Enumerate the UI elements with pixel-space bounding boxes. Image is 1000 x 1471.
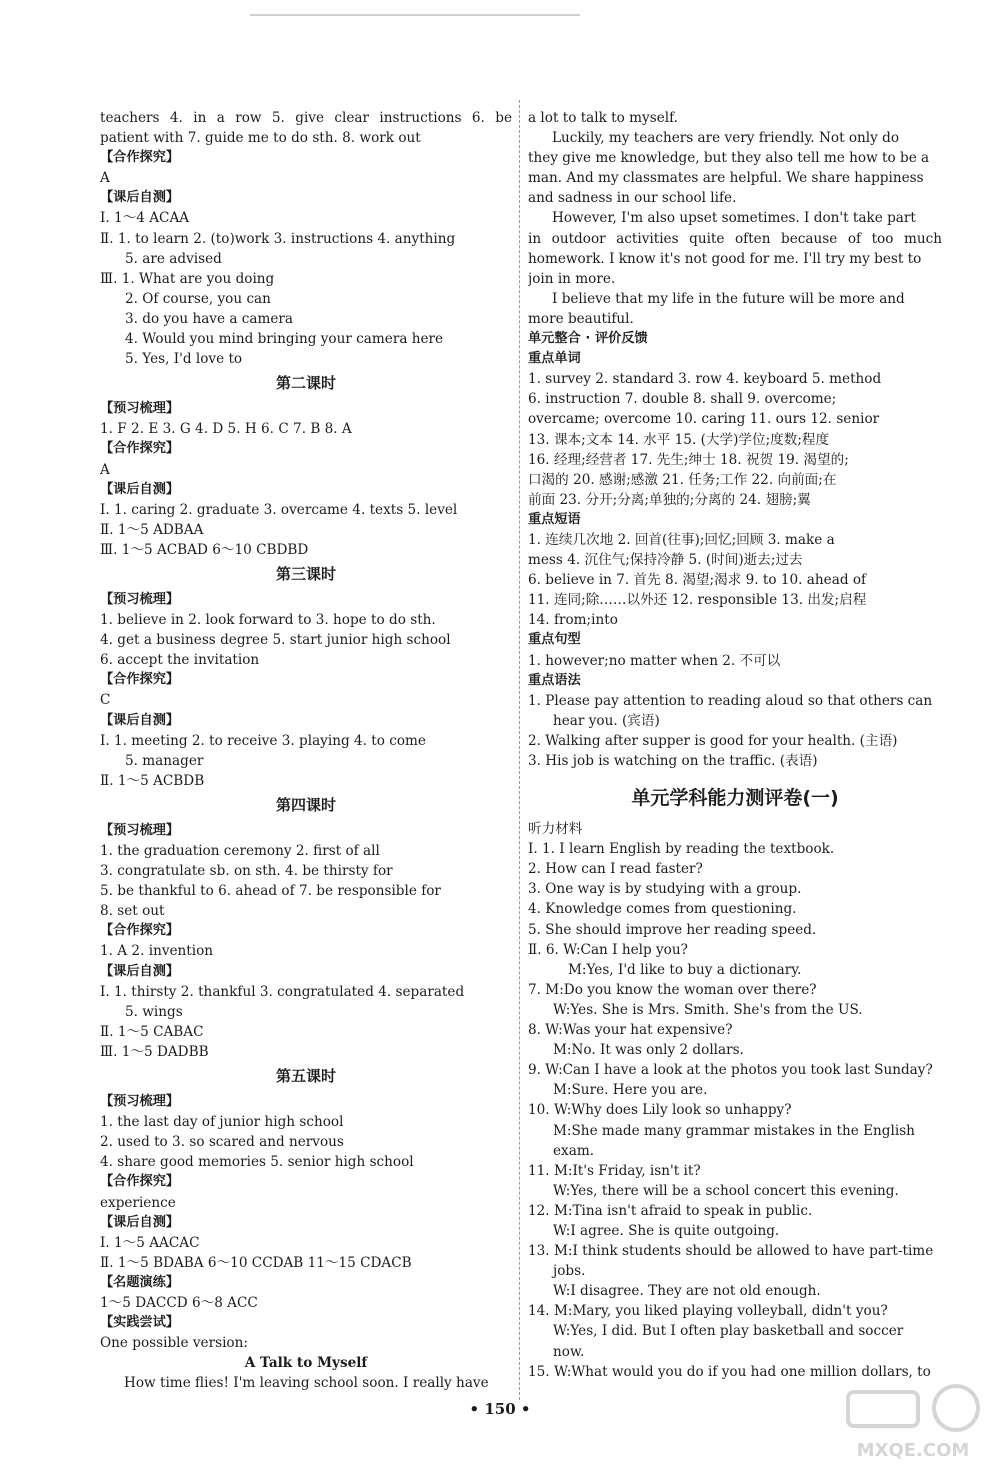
- section-heading: 【预习梳理】: [100, 822, 180, 838]
- right-column: [528, 108, 942, 1382]
- text-line: Ⅱ. 1～5 CABAC: [100, 1023, 204, 1040]
- text-line: How time flies! I'm leaving school soon. I really have: [124, 1375, 489, 1392]
- text-line: Ⅰ. 1. I learn English by reading the textbook.: [528, 841, 835, 858]
- text-line: 1. the last day of junior high school: [100, 1114, 344, 1131]
- text-line: more beautiful.: [528, 310, 634, 327]
- section-heading: 【合作探究】: [100, 441, 180, 457]
- text-line: 5. manager: [125, 752, 204, 769]
- text-line: W:Yes, there will be a school concert this evening.: [553, 1182, 899, 1199]
- left-column: [100, 108, 512, 1393]
- text-line: 6. instruction 7. double 8. shall 9. overcome;: [528, 391, 837, 408]
- section-heading: 重点语法: [528, 672, 581, 688]
- text-line: patient with 7. guide me to do sth. 8. work out: [100, 130, 421, 147]
- text-line: 5. She should improve her reading speed.: [528, 921, 817, 938]
- text-line: Ⅲ. 1～5 DADBB: [100, 1043, 209, 1060]
- test-paper-title: 单元学科能力测评卷(一): [631, 787, 839, 810]
- text-line: 1. the graduation ceremony 2. first of all: [100, 843, 380, 859]
- text-line: Ⅱ. 1～5 ACBDB: [100, 772, 205, 789]
- text-line: Ⅰ. 1. thirsty 2. thankful 3. congratulated 4. separated: [100, 983, 465, 1000]
- text-line: 2. used to 3. so scared and nervous: [100, 1134, 344, 1151]
- text-line: 1. A 2. invention: [100, 943, 214, 960]
- text-line: 5. Yes, I'd love to: [125, 351, 243, 368]
- text-line: Ⅱ. 1. to learn 2. (to)work 3. instructions 4. anything: [100, 230, 456, 247]
- text-line: 5. be thankful to 6. ahead of 7. be responsible for: [100, 883, 441, 900]
- text-line: 3. congratulate sb. on sth. 4. be thirsty for: [100, 863, 393, 880]
- text-line: 14. M:Mary, you liked playing volleyball, didn't you?: [528, 1303, 888, 1320]
- text-line: Ⅰ. 1. meeting 2. to receive 3. playing 4. to come: [100, 732, 426, 749]
- text-line: 10. W:Why does Lily look so unhappy?: [528, 1102, 792, 1119]
- text-line: 16. 经理;经营者 17. 先生;绅士 18. 祝贺 19. 渴望的;: [528, 451, 849, 468]
- text-line: 5. wings: [125, 1003, 183, 1020]
- watermark-text: MXQE.COM: [856, 1440, 970, 1461]
- text-line: join in more.: [528, 270, 616, 287]
- text-line: 口渴的 20. 感谢;感激 21. 任务;工作 22. 向前面;在: [528, 471, 837, 488]
- top-rule: [250, 14, 580, 16]
- text-line: Ⅰ. 1～4 ACAA: [100, 210, 190, 227]
- page-number: • 150 •: [469, 1400, 531, 1418]
- text-line: Ⅱ. 6. W:Can I help you?: [528, 941, 688, 958]
- text-line: M:Yes, I'd like to buy a dictionary.: [568, 961, 802, 978]
- text-line: 2. Of course, you can: [125, 290, 271, 307]
- text-line: W:Yes, I did. But I often play basketball and soccer: [553, 1323, 904, 1340]
- text-line: Ⅲ. 1～5 ACBAD 6～10 CBDBD: [100, 541, 309, 558]
- text-line: homework. I know it's not good for me. I'll try my best to: [528, 250, 922, 267]
- text-line: A: [100, 170, 110, 187]
- text-line: mess 4. 沉住气;保持冷静 5. (时间)逝去;过去: [528, 552, 803, 569]
- text-line: 11. 连同;除……以外还 12. responsible 13. 出发;启程: [528, 592, 867, 609]
- text-line: now.: [553, 1343, 585, 1360]
- text-line: I believe that my life in the future will be more and: [552, 290, 905, 307]
- text-line: 4. share good memories 5. senior high school: [100, 1154, 414, 1171]
- text-line: 11. M:It's Friday, isn't it?: [528, 1162, 701, 1179]
- text-line: 前面 23. 分开;分离;单独的;分离的 24. 翅膀;翼: [528, 491, 811, 508]
- section-heading: 【合作探究】: [100, 672, 180, 688]
- text-line: 3. One way is by studying with a group.: [528, 881, 802, 898]
- text-line: 4. get a business degree 5. start junior high school: [100, 632, 451, 649]
- section-heading: 【合作探究】: [100, 1174, 180, 1190]
- text-line: W:I disagree. They are not old enough.: [553, 1283, 821, 1300]
- text-line: 9. W:Can I have a look at the photos you took last Sunday?: [528, 1062, 933, 1079]
- text-line: 5. are advised: [125, 250, 222, 267]
- text-line: 6. accept the invitation: [100, 652, 260, 669]
- section-heading: 重点句型: [528, 632, 581, 648]
- section-heading: 重点单词: [528, 351, 581, 367]
- composition-title: A Talk to Myself: [244, 1355, 368, 1372]
- section-heading: 【课后自测】: [100, 712, 180, 728]
- text-line: teachers 4. in a row 5. give clear instructions 6. be: [100, 110, 512, 126]
- text-line: One possible version:: [100, 1335, 248, 1352]
- text-line: overcame; overcome 10. caring 11. ours 12. senior: [528, 411, 880, 428]
- section-heading: 【实践尝试】: [100, 1315, 180, 1331]
- listening-material-section: [528, 819, 942, 1382]
- text-line: 4. Would you mind bringing your camera here: [125, 331, 444, 348]
- text-line: 1. 连续几次地 2. 回首(往事);回忆;回顾 3. make a: [528, 531, 835, 548]
- section-heading: 【课后自测】: [100, 190, 180, 206]
- watermark-logo: [838, 1378, 988, 1463]
- text-line: 听力材料: [528, 821, 583, 838]
- text-line: 3. His job is watching on the traffic. (表语): [528, 753, 818, 769]
- text-line: 3. do you have a camera: [125, 310, 294, 327]
- text-line: a lot to talk to myself.: [528, 110, 678, 126]
- unit-review-section: [528, 108, 942, 771]
- text-line: 1. however;no matter when 2. 不可以: [528, 652, 781, 669]
- text-line: Ⅰ. 1. caring 2. graduate 3. overcame 4. texts 5. level: [100, 501, 458, 518]
- text-line: 1～5 DACCD 6～8 ACC: [100, 1294, 258, 1311]
- lesson-heading: 第三课时: [275, 564, 336, 583]
- text-line: 7. M:Do you know the woman over there?: [528, 981, 817, 998]
- section-heading: 重点短语: [528, 511, 581, 527]
- text-line: 6. believe in 7. 首先 8. 渴望;渴求 9. to 10. ahead of: [528, 572, 867, 589]
- text-line: Ⅱ. 1～5 ADBAA: [100, 521, 204, 538]
- text-line: A: [100, 461, 110, 478]
- section-heading: 【名题演练】: [100, 1274, 180, 1290]
- text-line: W:I agree. She is quite outgoing.: [553, 1222, 780, 1239]
- text-line: C: [100, 692, 111, 709]
- text-line: Ⅱ. 1～5 BDABA 6～10 CCDAB 11～15 CDACB: [100, 1254, 412, 1271]
- section-heading: 【预习梳理】: [100, 401, 180, 417]
- section-heading: 【课后自测】: [100, 963, 180, 979]
- lesson-heading: 第五课时: [275, 1067, 336, 1086]
- section-heading: 【预习梳理】: [100, 1094, 180, 1110]
- text-line: experience: [100, 1194, 176, 1211]
- text-line: 8. W:Was your hat expensive?: [528, 1022, 733, 1039]
- text-line: W:Yes. She is Mrs. Smith. She's from the US.: [553, 1001, 863, 1018]
- text-line: exam.: [553, 1142, 595, 1159]
- text-line: jobs.: [553, 1263, 586, 1280]
- text-line: 1. believe in 2. look forward to 3. hope to do sth.: [100, 612, 436, 629]
- section-heading: 【合作探究】: [100, 150, 180, 166]
- text-line: 1. Please pay attention to reading aloud so that others can: [528, 692, 933, 709]
- section-heading: 【课后自测】: [100, 481, 180, 497]
- text-line: in outdoor activities quite often because of too much: [528, 230, 942, 247]
- text-line: Luckily, my teachers are very friendly. Not only do: [552, 130, 900, 147]
- lesson-heading: 第二课时: [275, 374, 336, 393]
- lesson-heading: 第四课时: [275, 795, 336, 814]
- text-line: M:Sure. Here you are.: [553, 1082, 708, 1099]
- text-line: 1. survey 2. standard 3. row 4. keyboard 5. method: [528, 371, 882, 388]
- text-line: 14. from;into: [528, 612, 618, 629]
- text-line: M:She made many grammar mistakes in the English: [553, 1122, 915, 1139]
- text-line: M:No. It was only 2 dollars.: [553, 1042, 744, 1059]
- section-heading: 【预习梳理】: [100, 591, 180, 607]
- text-line: Ⅰ. 1～5 AACAC: [100, 1234, 200, 1251]
- text-line: 13. 课本;文本 14. 水平 15. (大学)学位;度数;程度: [528, 431, 830, 448]
- column-divider: [519, 100, 520, 1400]
- section-heading: 【课后自测】: [100, 1214, 180, 1230]
- text-line: 15. W:What would you do if you had one million dollars, to: [528, 1363, 931, 1380]
- text-line: 1. F 2. E 3. G 4. D 5. H 6. C 7. B 8. A: [100, 421, 352, 438]
- text-line: 2. Walking after supper is good for your health. (主语): [528, 732, 898, 749]
- text-line: 12. M:Tina isn't afraid to speak in public.: [528, 1202, 813, 1219]
- text-line: 8. set out: [100, 903, 165, 920]
- section-heading: 单元整合 · 评价反馈: [528, 331, 648, 347]
- text-line: However, I'm also upset sometimes. I don't take part: [552, 210, 916, 227]
- text-line: they give me knowledge, but they also tell me how to be a: [528, 150, 930, 167]
- text-line: hear you. (宾语): [553, 712, 660, 729]
- text-line: and sadness in our school life.: [528, 190, 737, 207]
- text-line: 2. How can I read faster?: [528, 861, 703, 878]
- text-line: 4. Knowledge comes from questioning.: [528, 901, 797, 918]
- text-line: 13. M:I think students should be allowed to have part-time: [528, 1243, 934, 1260]
- section-heading: 【合作探究】: [100, 923, 180, 939]
- text-line: Ⅲ. 1. What are you doing: [100, 270, 275, 287]
- text-line: man. And my classmates are helpful. We share happiness: [528, 170, 924, 187]
